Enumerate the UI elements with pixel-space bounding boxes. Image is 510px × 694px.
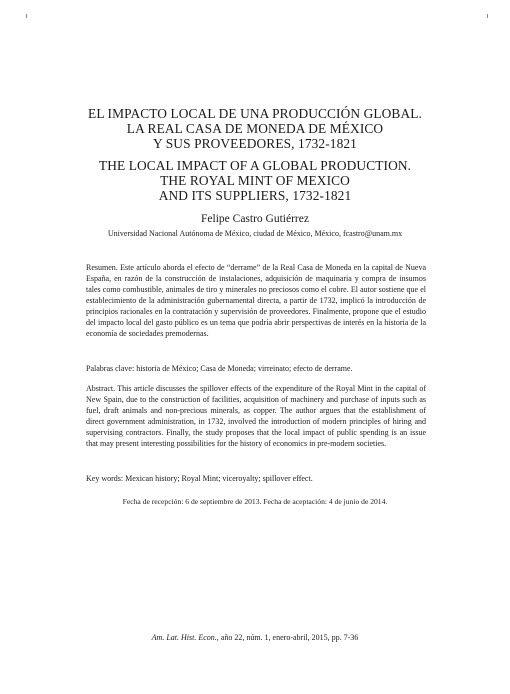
crop-mark-right [487,14,488,18]
title-english-line-1: THE LOCAL IMPACT OF A GLOBAL PRODUCTION. [98,158,412,173]
author-name: Felipe Castro Gutiérrez [201,213,309,225]
reception-dates: Fecha de recepción: 6 de septiembre de 2013. Fecha de aceptación: 4 de junio de 2014. [122,497,388,506]
journal-citation-footer [40,633,470,643]
abstract-text: This article discusses the spillover effects of the expenditure of the Royal Mint in the capital of New Spain, due to the construction of facilities, acquisition of machinery and purchase of inputs such as fuel, draft animals and non-precious minerals, as copper. The author argues that the establishment of direct government administration, in 1732, involved the introduction of modern principles of hiring and supervising contractors. Finally, the study proposes that the local impact of public spending is an issue that may present interesting possibilities for the history of economics in pre-modern societies. [86,384,426,448]
resumen-label: Resumen. [86,263,118,272]
palabras-clave-label: Palabras clave: [86,364,135,373]
title-spanish-line-2: LA REAL CASA DE MONEDA DE MÉXICO [126,121,384,136]
resumen-paragraph [86,262,426,339]
title-english-line-3: AND ITS SUPPLIERS, 1732-1821 [158,188,352,203]
title-english [40,158,470,203]
keywords-text: Mexican history; Royal Mint; viceroyalty; spillover effect. [125,474,313,483]
title-spanish-line-1: EL IMPACTO LOCAL DE UNA PRODUCCIÓN GLOBAL. [88,106,422,121]
title-spanish-line-3: Y SUS PROVEEDORES, 1732-1821 [153,136,357,151]
author-affiliation: Universidad Nacional Autónoma de México, ciudad de México, México, fcastro@unam.mx [107,229,403,238]
abstract-paragraph [86,383,426,449]
resumen-text: Este artículo aborda el efecto de “derrame” de la Real Casa de Moneda en la capital de Nueva España, en razón de la construcción de instalaciones, adquisición de maquinaria y compra de insumos tales como combustible, animales de tiro y minerales no preciosos como el cobre. El autor sostiene que el establecimiento de la administración gubernamental directa, a partir de 1732, implicó la introducción de principios racionales en la contratación y supervisión de proveedores. Finalmente, propone que el estudio del impacto local del gasto público es un tema que podría abrir perspectivas de interés en la historia de la economía de sociedades premodernas. [86,263,427,338]
journal-citation-details: , año 22, núm. 1, enero-abril, 2015, pp. 7-36 [216,633,359,642]
crop-mark-left [26,14,27,18]
abstract-label: Abstract. [86,384,116,393]
palabras-clave-paragraph [86,363,426,374]
title-spanish [40,106,470,151]
keywords-paragraph [86,473,426,484]
journal-abbreviation: Am. Lat. Hist. Econ. [151,633,217,642]
keywords-label: Key words: [86,474,124,483]
palabras-clave-text: historia de México; Casa de Moneda; virreinato; efecto de derrame. [136,364,353,373]
title-english-line-2: THE ROYAL MINT OF MEXICO [160,173,350,188]
